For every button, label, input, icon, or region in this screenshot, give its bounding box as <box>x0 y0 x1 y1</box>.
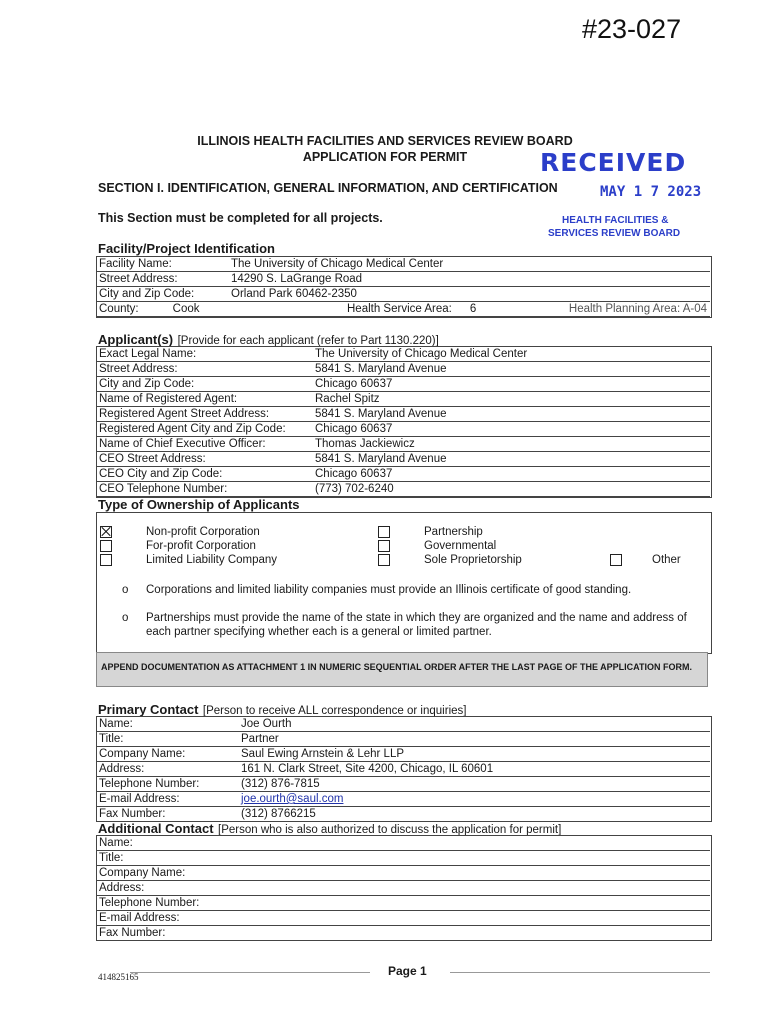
field-value <box>238 911 710 926</box>
footer-rule-right <box>450 972 710 973</box>
field-label: CEO City and Zip Code: <box>96 467 312 482</box>
table-row <box>96 302 710 317</box>
table-row <box>96 836 710 851</box>
field-value: (312) 8766215 <box>238 807 710 822</box>
facility-table <box>96 257 710 317</box>
field-value: Thomas Jackiewicz <box>312 437 710 452</box>
checkbox-icon[interactable] <box>100 526 112 538</box>
ownership-option-nonprofit[interactable] <box>100 526 260 538</box>
stamp-date: MAY 1 7 2023 <box>600 184 702 200</box>
field-label: Exact Legal Name: <box>96 347 312 362</box>
applicant-note: [Provide for each applicant (refer to Part 1130.220)] <box>177 335 439 347</box>
table-row <box>96 717 710 732</box>
applicant-table <box>96 347 710 497</box>
table-row <box>96 272 710 287</box>
page-number: Page 1 <box>388 964 427 978</box>
table-row <box>96 467 710 482</box>
ownership-label: Sole Proprietorship <box>424 554 522 567</box>
field-label: Name: <box>96 717 238 732</box>
facility-name-label: Facility Name: <box>96 257 228 272</box>
ownership-option-llc[interactable] <box>100 554 277 566</box>
checkbox-icon[interactable] <box>378 554 390 566</box>
field-label: CEO Telephone Number: <box>96 482 312 497</box>
hpa-value: Health Planning Area: A-04 <box>510 302 710 317</box>
field-label: Telephone Number: <box>96 777 238 792</box>
applicant-heading: Applicant(s) <box>98 332 174 347</box>
field-value <box>238 851 710 866</box>
primary-contact-table <box>96 717 710 822</box>
field-value[interactable]: joe.ourth@saul.com <box>238 792 710 807</box>
table-row <box>96 792 710 807</box>
additional-contact-heading: Additional Contact <box>98 821 214 836</box>
field-label: Name of Chief Executive Officer: <box>96 437 312 452</box>
city-label: City and Zip Code: <box>96 287 228 302</box>
ownership-label: For-profit Corporation <box>146 540 256 553</box>
field-value <box>238 836 710 851</box>
ownership-label: Non-profit Corporation <box>146 526 260 539</box>
table-row <box>96 452 710 467</box>
field-label: Telephone Number: <box>96 896 238 911</box>
table-row <box>96 377 710 392</box>
field-label: Registered Agent City and Zip Code: <box>96 422 312 437</box>
checkbox-icon[interactable] <box>610 554 622 566</box>
field-label: Company Name: <box>96 747 238 762</box>
field-value: 161 N. Clark Street, Site 4200, Chicago, IL 60601 <box>238 762 710 777</box>
append-banner: APPEND DOCUMENTATION AS ATTACHMENT 1 IN NUMERIC SEQUENTIAL ORDER AFTER THE LAST PAGE OF THE APPLICATION FORM. <box>96 652 708 687</box>
ownership-heading: Type of Ownership of Applicants <box>98 497 300 512</box>
instruction-text: This Section must be completed for all projects. <box>98 211 383 225</box>
ownership-option-forprofit[interactable] <box>100 540 256 552</box>
received-stamp: RECEIVED <box>540 148 687 177</box>
section-title: SECTION I. IDENTIFICATION, GENERAL INFORMATION, AND CERTIFICATION <box>98 181 558 195</box>
field-value: 5841 S. Maryland Avenue <box>312 452 710 467</box>
field-label: Address: <box>96 881 238 896</box>
field-value: (312) 876-7815 <box>238 777 710 792</box>
hsa-cell <box>344 302 510 317</box>
ownership-option-other[interactable] <box>610 554 681 566</box>
case-number: #23-027 <box>582 14 682 44</box>
table-row <box>96 732 710 747</box>
stamp-line-2: SERVICES REVIEW BOARD <box>548 228 681 239</box>
table-row <box>96 287 710 302</box>
field-label: Registered Agent Street Address: <box>96 407 312 422</box>
bullet-corporations: Corporations and limited liability companies must provide an Illinois certificate of good standing. <box>146 584 632 596</box>
table-row <box>96 347 710 362</box>
table-row <box>96 851 710 866</box>
field-label: City and Zip Code: <box>96 377 312 392</box>
ownership-label: Other <box>652 554 681 567</box>
ownership-option-governmental[interactable] <box>378 540 496 552</box>
table-row <box>96 881 710 896</box>
field-label: E-mail Address: <box>96 792 238 807</box>
field-label: CEO Street Address: <box>96 452 312 467</box>
board-title: ILLINOIS HEALTH FACILITIES AND SERVICES REVIEW BOARD <box>197 134 573 148</box>
field-value: Chicago 60637 <box>312 422 710 437</box>
field-label: Address: <box>96 762 238 777</box>
table-row <box>96 777 710 792</box>
city-value: Orland Park 60462-2350 <box>228 287 710 302</box>
bullet-partnerships: Partnerships must provide the name of the state in which they are organized and the name and address of each partner specifying whether each is a general or limited partner. <box>146 612 687 638</box>
county-label: County: <box>99 303 139 315</box>
field-label: Fax Number: <box>96 807 238 822</box>
field-value <box>238 896 710 911</box>
stamp-line-1: HEALTH FACILITIES & <box>562 215 669 226</box>
field-value: Joe Ourth <box>238 717 710 732</box>
field-label: Company Name: <box>96 866 238 881</box>
table-row <box>96 407 710 422</box>
field-label: Title: <box>96 732 238 747</box>
table-row <box>96 926 710 941</box>
field-value: Rachel Spitz <box>312 392 710 407</box>
street-value: 14290 S. LaGrange Road <box>228 272 710 287</box>
table-row <box>96 362 710 377</box>
primary-contact-note: [Person to receive ALL correspondence or inquiries] <box>202 705 467 717</box>
additional-contact-note: [Person who is also authorized to discuss the application for permit] <box>218 824 562 836</box>
table-row <box>96 437 710 452</box>
table-row <box>96 392 710 407</box>
field-value: Partner <box>238 732 710 747</box>
field-value: 5841 S. Maryland Avenue <box>312 407 710 422</box>
table-row <box>96 911 710 926</box>
field-label: Title: <box>96 851 238 866</box>
county-cell <box>96 302 228 317</box>
table-row <box>96 482 710 497</box>
table-row <box>96 762 710 777</box>
checkbox-icon[interactable] <box>378 540 390 552</box>
field-label: Name of Registered Agent: <box>96 392 312 407</box>
field-label: Street Address: <box>96 362 312 377</box>
hsa-label: Health Service Area: <box>347 303 452 315</box>
street-label: Street Address: <box>96 272 228 287</box>
field-label: Fax Number: <box>96 926 238 941</box>
ownership-option-sole[interactable] <box>378 554 522 566</box>
bullet-icon: o <box>122 584 129 596</box>
checkbox-icon[interactable] <box>100 554 112 566</box>
field-value: The University of Chicago Medical Center <box>312 347 710 362</box>
checkbox-icon[interactable] <box>378 526 390 538</box>
hsa-value: 6 <box>469 303 477 315</box>
field-value <box>238 866 710 881</box>
ownership-label: Governmental <box>424 540 497 553</box>
facility-heading: Facility/Project Identification <box>98 241 275 256</box>
table-row <box>96 257 710 272</box>
document-id: 414825165 <box>98 972 139 982</box>
field-value: Chicago 60637 <box>312 377 710 392</box>
field-label: E-mail Address: <box>96 911 238 926</box>
ownership-label: Limited Liability Company <box>146 554 278 567</box>
table-row <box>96 866 710 881</box>
county-value: Cook <box>172 303 200 315</box>
additional-contact-table <box>96 836 710 941</box>
footer-rule-left <box>130 972 370 973</box>
table-row <box>96 422 710 437</box>
bullet-icon: o <box>122 612 129 624</box>
field-value <box>238 926 710 941</box>
facility-name: The University of Chicago Medical Center <box>228 257 710 272</box>
ownership-option-partnership[interactable] <box>378 526 483 538</box>
table-row <box>96 896 710 911</box>
field-value: 5841 S. Maryland Avenue <box>312 362 710 377</box>
table-row <box>96 747 710 762</box>
ownership-label: Partnership <box>424 526 483 539</box>
primary-contact-heading: Primary Contact <box>98 702 199 717</box>
field-value: Saul Ewing Arnstein & Lehr LLP <box>238 747 710 762</box>
checkbox-icon[interactable] <box>100 540 112 552</box>
field-value: (773) 702-6240 <box>312 482 710 497</box>
field-label: Name: <box>96 836 238 851</box>
field-value: Chicago 60637 <box>312 467 710 482</box>
application-title: APPLICATION FOR PERMIT <box>302 150 468 164</box>
field-value <box>238 881 710 896</box>
